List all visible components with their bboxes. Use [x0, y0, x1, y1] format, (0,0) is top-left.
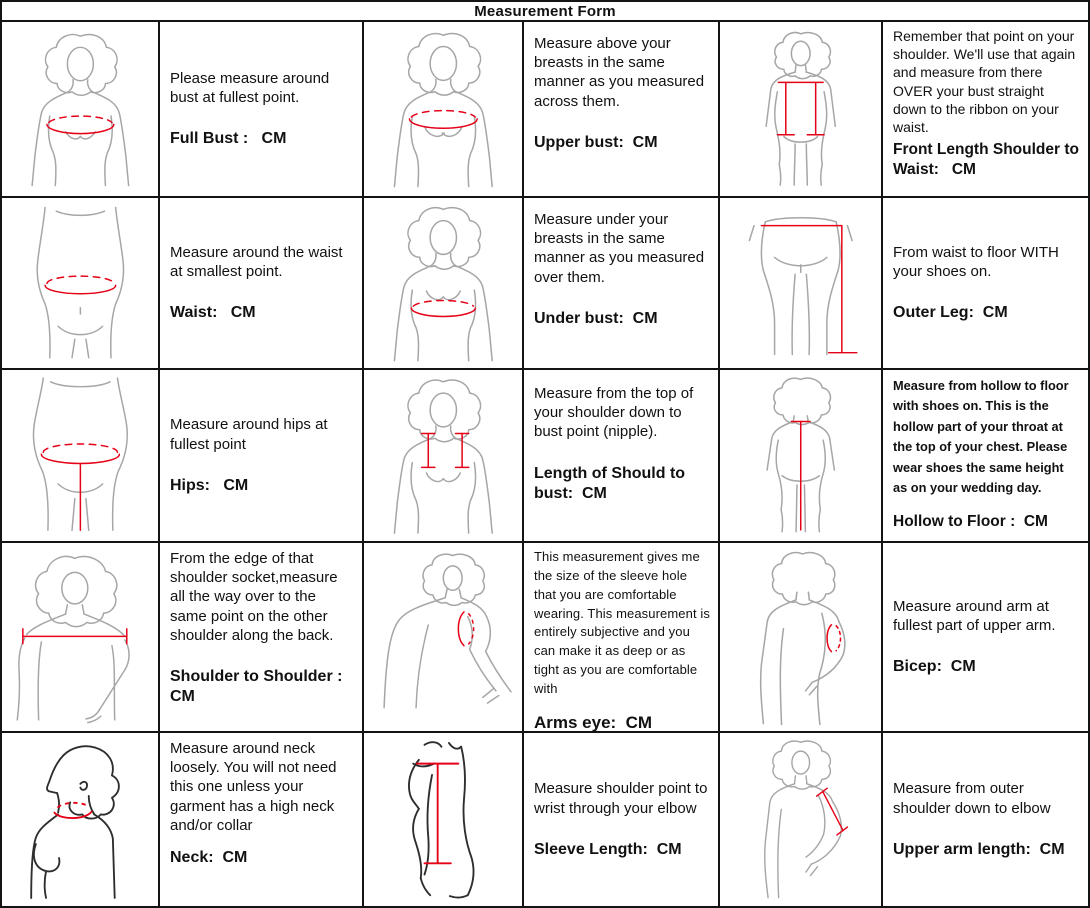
measure-cell-hollow-to-floor	[883, 370, 1088, 543]
measure-label: Bicep: CM	[893, 658, 976, 676]
measure-label: Full Bust : CM	[170, 130, 287, 148]
female-neck-profile-figure	[8, 737, 153, 901]
measure-label: Upper bust: CM	[534, 133, 658, 151]
figure-cell-upper-bust	[364, 22, 524, 198]
female-outer-leg-figure	[726, 202, 875, 363]
figure-cell-outer-leg	[720, 198, 883, 370]
measure-description: Measure under your breasts in the same manner as you measured over them.	[534, 211, 705, 286]
measure-description: Measure around hips at fullest point	[170, 416, 328, 453]
measure-cell-upper-arm-length	[883, 733, 1088, 906]
figure-cell-arms-eye	[364, 543, 524, 733]
figure-cell-neck	[2, 733, 160, 906]
measure-label: Neck: CM	[170, 848, 248, 866]
female-upper-arm-figure	[726, 737, 875, 901]
measure-description: From the edge of that shoulder socket,measure all the way over to the same point on the other shoulder along the back.	[170, 550, 338, 644]
measure-description: Please measure around bust at fullest point.	[170, 69, 330, 106]
measure-cell-bicep	[883, 543, 1088, 733]
measure-description: Measure from hollow to floor with shoes on. This is the hollow part of your throat at the top of your chest. Please wear shoes the same height as on your wedding day.	[893, 378, 1069, 496]
figure-cell-shoulder-to-shoulder	[2, 543, 160, 733]
female-front-upper-bust-figure	[370, 26, 517, 191]
measure-description: This measurement gives me the size of the sleeve hole that you are comfortable wearing. This measurement is entirely subjective and you can make it as deep or as tight as you are comfortable with	[534, 549, 710, 696]
measure-description: Measure from outer shoulder down to elbow	[893, 780, 1051, 817]
measure-description: Measure around the waist at smallest point.	[170, 243, 343, 280]
female-shoulder-width-figure	[8, 548, 153, 727]
figure-cell-sleeve-length	[364, 733, 524, 906]
measure-description: Remember that point on your shoulder. We'll use that again and measure from there OVER your bust straight down to the ribbon on your waist.	[893, 28, 1076, 135]
measure-cell-upper-bust	[524, 22, 720, 198]
figure-cell-hips	[2, 370, 160, 543]
measure-cell-neck	[160, 733, 364, 906]
figure-cell-upper-arm	[720, 733, 883, 906]
measure-label: Arms eye: CM	[534, 712, 653, 732]
figure-cell-front-length	[720, 22, 883, 198]
figure-cell-hollow-to-floor	[720, 370, 883, 543]
measure-description: Measure shoulder point to wrist through your elbow	[534, 780, 708, 817]
female-bicep-figure	[726, 548, 875, 727]
measure-label: Shoulder to Shoulder : CM	[170, 667, 347, 705]
figure-cell-full-bust	[2, 22, 160, 198]
female-back-hollow-to-floor-figure	[726, 374, 875, 536]
measure-cell-waist	[160, 198, 364, 370]
measure-label: Under bust: CM	[534, 309, 658, 327]
measure-label: Hollow to Floor : CM	[893, 512, 1048, 530]
female-hips-figure	[8, 374, 153, 536]
figure-cell-bicep	[720, 543, 883, 733]
female-front-length-figure	[726, 26, 875, 191]
female-front-under-bust-figure	[370, 202, 517, 363]
measure-label: Sleeve Length: CM	[534, 840, 682, 858]
figure-cell-waist	[2, 198, 160, 370]
form-title: Measurement Form	[2, 2, 1088, 22]
measure-cell-hips	[160, 370, 364, 543]
measure-cell-shoulder-to-bust	[524, 370, 720, 543]
measure-label: Front Length Shoulder to Waist: CM	[893, 141, 1084, 178]
figure-cell-under-bust	[364, 198, 524, 370]
measure-description: Measure from the top of your shoulder down to bust point (nipple).	[534, 385, 694, 441]
female-sleeve-length-figure	[370, 737, 517, 901]
measure-cell-full-bust	[160, 22, 364, 198]
measure-cell-front-length	[883, 22, 1088, 198]
measure-label: Length of Should to bust: CM	[534, 464, 690, 502]
female-armhole-figure	[370, 548, 517, 727]
measure-description: From waist to floor WITH your shoes on.	[893, 243, 1059, 280]
measure-label: Waist: CM	[170, 304, 256, 322]
measure-cell-under-bust	[524, 198, 720, 370]
measure-cell-shoulder-to-shoulder	[160, 543, 364, 733]
female-shoulder-to-bust-figure	[370, 374, 517, 536]
female-front-bust-figure	[8, 26, 153, 191]
figure-cell-shoulder-to-bust	[364, 370, 524, 543]
measure-description: Measure around arm at fullest part of upper arm.	[893, 597, 1056, 634]
measure-description: Measure above your breasts in the same manner as you measured across them.	[534, 35, 705, 110]
measure-label: Hips: CM	[170, 476, 249, 494]
measure-cell-sleeve-length	[524, 733, 720, 906]
measure-description: Measure around neck loosely. You will not need this one unless your garment has a high neck and/or collar	[170, 740, 337, 834]
measure-cell-arms-eye	[524, 543, 720, 733]
female-waist-figure	[8, 202, 153, 363]
measure-label: Outer Leg: CM	[893, 304, 1008, 322]
measure-cell-outer-leg	[883, 198, 1088, 370]
measure-label: Upper arm length: CM	[893, 840, 1065, 858]
